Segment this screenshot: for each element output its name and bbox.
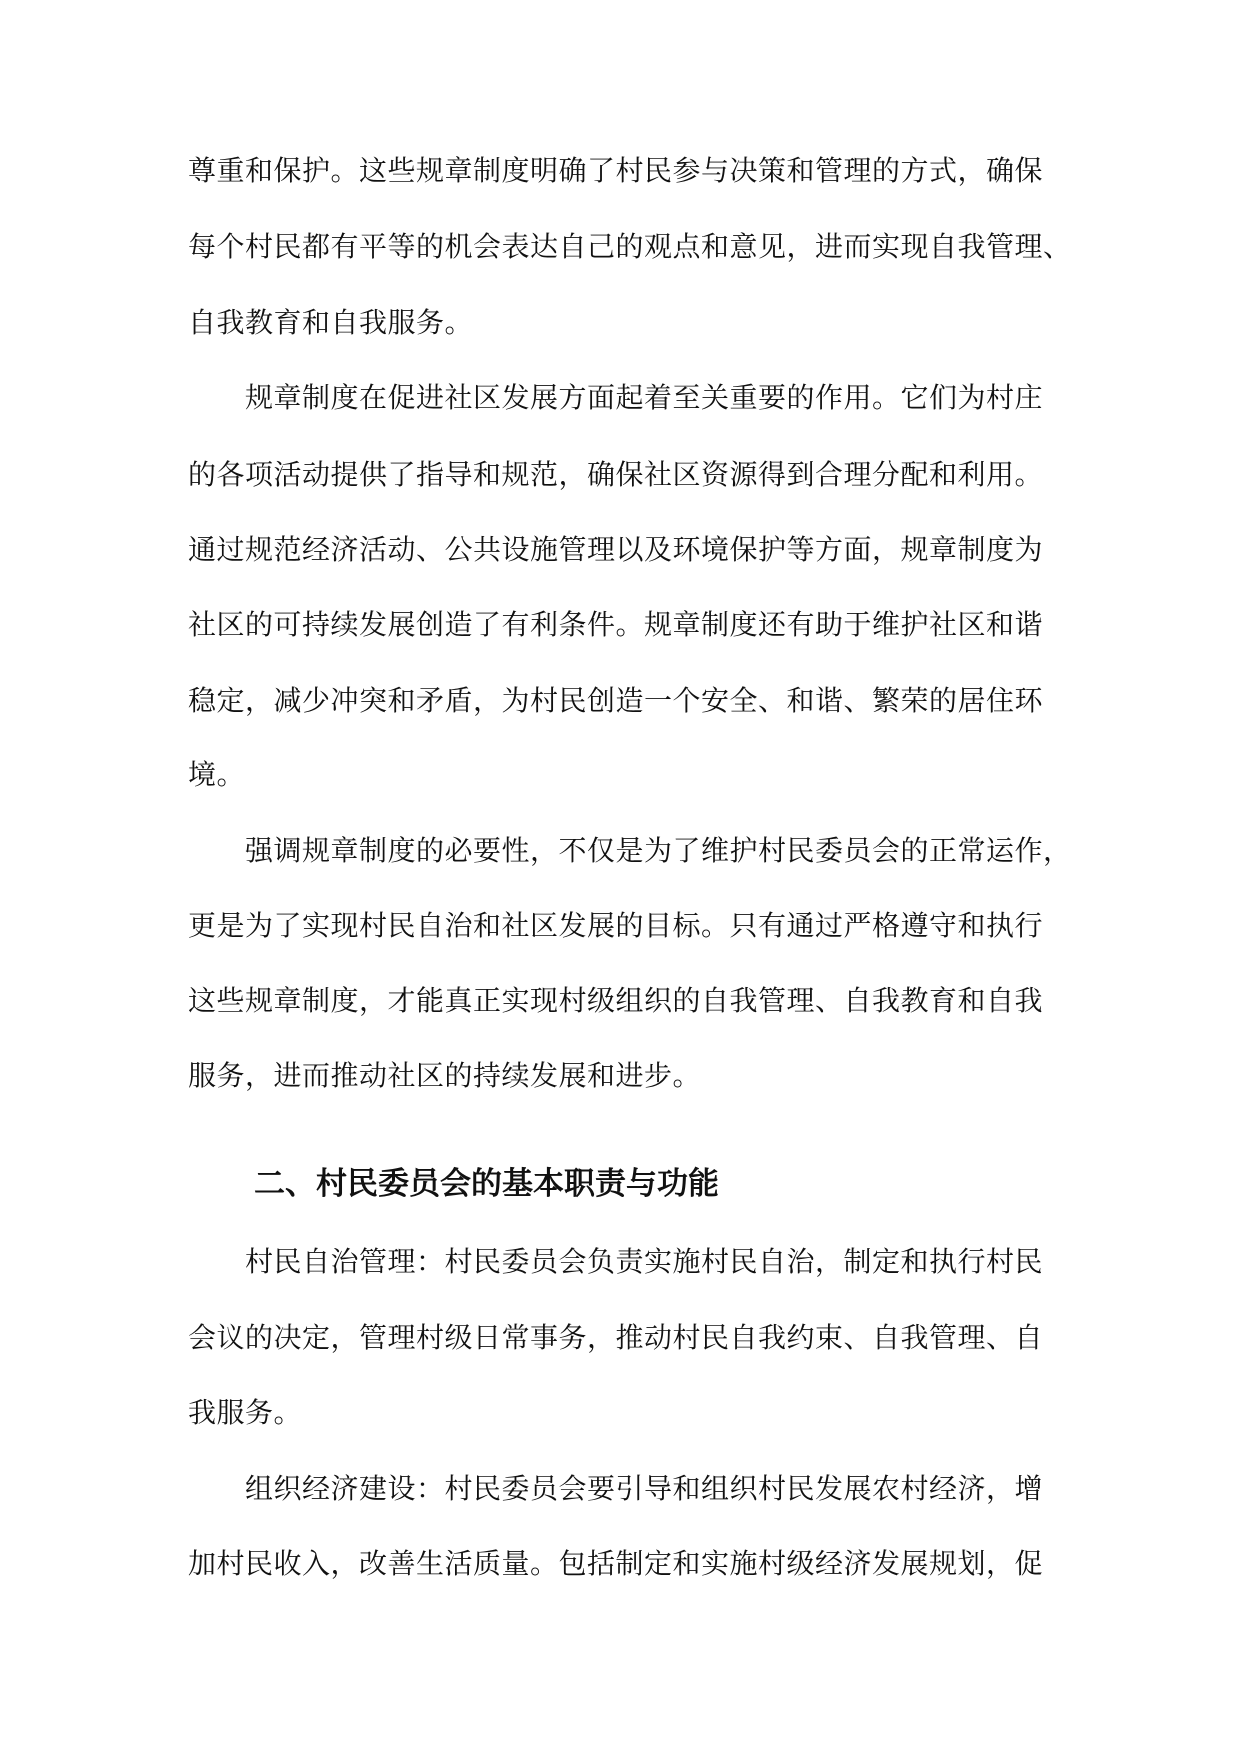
paragraph-line: 强调规章制度的必要性，不仅是为了维护村民委员会的正常运作， xyxy=(245,834,1072,867)
paragraph-line: 村民自治管理：村民委员会负责实施村民自治，制定和执行村民 xyxy=(245,1245,1044,1278)
section-heading: 二、村民委员会的基本职责与功能 xyxy=(254,1166,719,1202)
paragraph-line: 自我教育和自我服务。 xyxy=(188,306,474,339)
paragraph-line: 组织经济建设：村民委员会要引导和组织村民发展农村经济，增 xyxy=(245,1472,1044,1505)
paragraph-line: 规章制度在促进社区发展方面起着至关重要的作用。它们为村庄 xyxy=(245,381,1044,414)
paragraph-line: 这些规章制度，才能真正实现村级组织的自我管理、自我教育和自我 xyxy=(188,984,1044,1017)
paragraph-line: 尊重和保护。这些规章制度明确了村民参与决策和管理的方式，确保 xyxy=(188,154,1044,187)
paragraph-line: 境。 xyxy=(188,758,246,791)
paragraph-line: 每个村民都有平等的机会表达自己的观点和意见，进而实现自我管理、 xyxy=(188,230,1072,263)
paragraph-line: 社区的可持续发展创造了有利条件。规章制度还有助于维护社区和谐 xyxy=(188,608,1044,641)
paragraph-line: 稳定，减少冲突和矛盾，为村民创造一个安全、和谐、繁荣的居住环 xyxy=(188,684,1044,717)
paragraph-line: 服务，进而推动社区的持续发展和进步。 xyxy=(188,1059,702,1092)
paragraph-line: 通过规范经济活动、公共设施管理以及环境保护等方面，规章制度为 xyxy=(188,533,1044,566)
paragraph-line: 的各项活动提供了指导和规范，确保社区资源得到合理分配和利用。 xyxy=(188,458,1044,491)
paragraph-line: 更是为了实现村民自治和社区发展的目标。只有通过严格遵守和执行 xyxy=(188,909,1044,942)
paragraph-line: 加村民收入，改善生活质量。包括制定和实施村级经济发展规划，促 xyxy=(188,1547,1044,1580)
paragraph-line: 我服务。 xyxy=(188,1396,303,1429)
paragraph-line: 会议的决定，管理村级日常事务，推动村民自我约束、自我管理、自 xyxy=(188,1321,1044,1354)
